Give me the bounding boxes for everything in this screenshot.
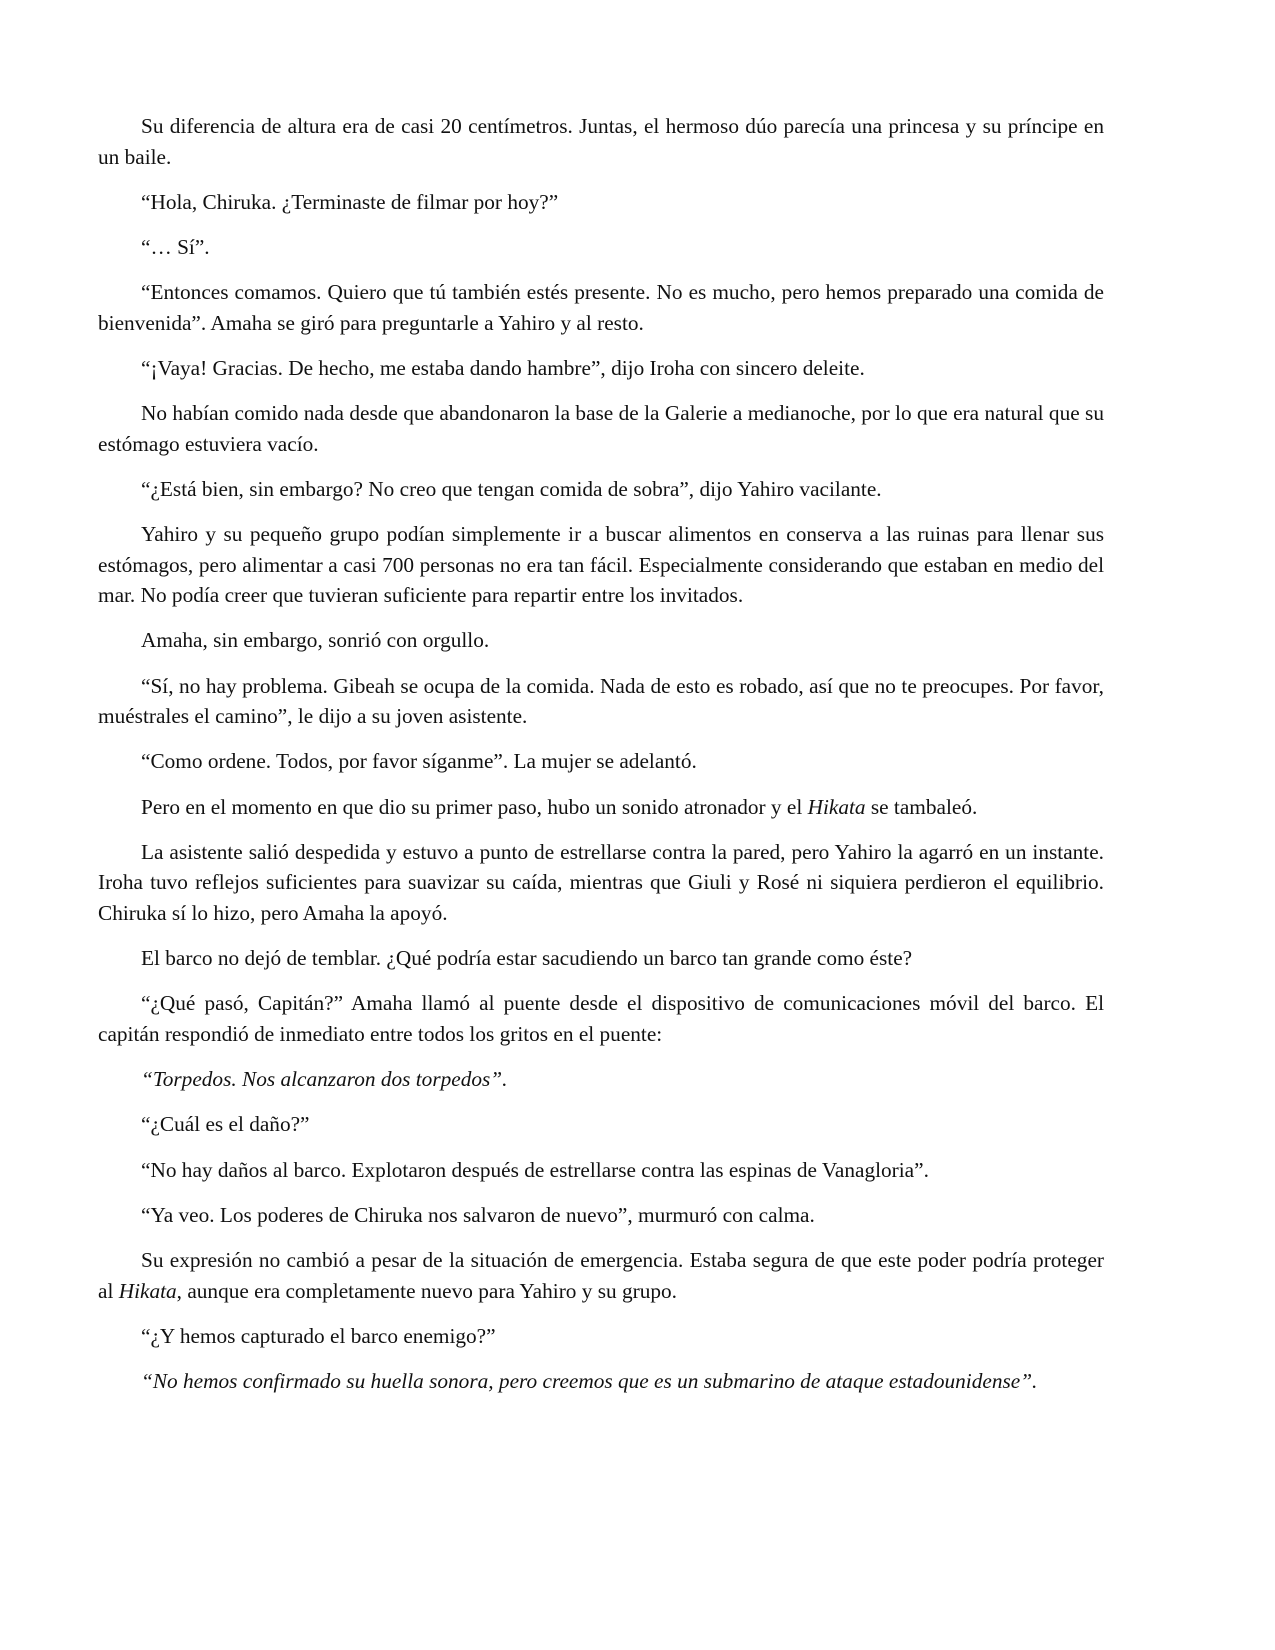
paragraph-10	[98, 671, 1104, 732]
text-run: se tambaleó.	[865, 794, 978, 819]
paragraph-22	[98, 1366, 1104, 1397]
paragraph-2	[98, 187, 1104, 218]
document-page	[98, 111, 1104, 1396]
paragraph-7	[98, 474, 1104, 505]
text-run: “Sí, no hay problema. Gibeah se ocupa de la comida. Nada de esto es robado, así que no te preocupes. Por favor, muéstrales el camino”, le dijo a su joven asistente.	[98, 673, 1104, 729]
radio-dialogue-italic: “Torpedos. Nos alcanzaron dos torpedos”.	[141, 1067, 508, 1092]
paragraph-13	[98, 837, 1104, 929]
paragraph-8	[98, 519, 1104, 611]
text-run: Su expresión no cambió a pesar de la situación de emergencia. Estaba segura de que este poder podría proteger al	[98, 1247, 1104, 1303]
paragraph-3	[98, 232, 1104, 263]
paragraph-4	[98, 277, 1104, 338]
paragraph-19	[98, 1200, 1104, 1231]
text-run: , aunque era completamente nuevo para Yahiro y su grupo.	[176, 1278, 678, 1303]
paragraph-5	[98, 353, 1104, 384]
text-run: “Como ordene. Todos, por favor síganme”. La mujer se adelantó.	[141, 749, 697, 774]
paragraph-14	[98, 943, 1104, 974]
text-run: “¿Está bien, sin embargo? No creo que tengan comida de sobra”, dijo Yahiro vacilante.	[141, 476, 882, 501]
text-run: “Entonces comamos. Quiero que tú también estés presente. No es mucho, pero hemos preparado una comida de bienvenida”. Amaha se giró para preguntarle a Yahiro y al resto.	[98, 280, 1104, 335]
text-run: “No hay daños al barco. Explotaron después de estrellarse contra las espinas de Vanagloria”.	[141, 1157, 929, 1182]
text-run: “¡Vaya! Gracias. De hecho, me estaba dando hambre”, dijo Iroha con sincero deleite.	[141, 355, 865, 380]
text-run: “Hola, Chiruka. ¿Terminaste de filmar por hoy?”	[141, 189, 559, 214]
ship-name-italic: Hikata	[118, 1278, 177, 1303]
text-run: “Ya veo. Los poderes de Chiruka nos salvaron de nuevo”, murmuró con calma.	[141, 1202, 815, 1227]
paragraph-12	[98, 792, 1104, 823]
paragraph-1	[98, 111, 1104, 172]
paragraph-18	[98, 1155, 1104, 1186]
radio-dialogue-italic: “No hemos confirmado su huella sonora, pero creemos que es un submarino de ataque estadounidense”.	[141, 1368, 1038, 1393]
text-run: El barco no dejó de temblar. ¿Qué podría estar sacudiendo un barco tan grande como éste?	[141, 946, 913, 971]
text-run: Pero en el momento en que dio su primer paso, hubo un sonido atronador y el	[141, 794, 808, 819]
paragraph-11	[98, 746, 1104, 777]
ship-name-italic: Hikata	[807, 794, 866, 819]
text-run: “¿Qué pasó, Capitán?” Amaha llamó al puente desde el dispositivo de comunicaciones móvil del barco. El capitán respondió de inmediato entre todos los gritos en el puente:	[98, 991, 1104, 1046]
text-run: “¿Cuál es el daño?”	[141, 1112, 310, 1137]
text-run: Yahiro y su pequeño grupo podían simplemente ir a buscar alimentos en conserva a las ruinas para llenar sus estómagos, pero alimentar a casi 700 personas no era tan fácil. Especialmente considerando que estaban en medio del mar. No podía creer que tuvieran suficiente para repartir entre los invitados.	[98, 522, 1104, 608]
paragraph-9	[98, 625, 1104, 656]
paragraph-17	[98, 1109, 1104, 1140]
text-run: Su diferencia de altura era de casi 20 centímetros. Juntas, el hermoso dúo parecía una princesa y su príncipe en un baile.	[98, 114, 1104, 169]
paragraph-15	[98, 988, 1104, 1049]
text-run: No habían comido nada desde que abandonaron la base de la Galerie a medianoche, por lo que era natural que su estómago estuviera vacío.	[98, 401, 1104, 456]
text-run: “… Sí”.	[141, 234, 210, 259]
paragraph-16	[98, 1064, 1104, 1095]
paragraph-21	[98, 1321, 1104, 1352]
text-run: Amaha, sin embargo, sonrió con orgullo.	[141, 628, 490, 653]
text-run: La asistente salió despedida y estuvo a punto de estrellarse contra la pared, pero Yahiro la agarró en un instante. Iroha tuvo reflejos suficientes para suavizar su caída, mientras que Giuli y Rosé ni siquiera perdieron el equilibrio. Chiruka sí lo hizo, pero Amaha la apoyó.	[98, 839, 1104, 925]
text-run: “¿Y hemos capturado el barco enemigo?”	[141, 1323, 496, 1348]
paragraph-6	[98, 398, 1104, 459]
paragraph-20	[98, 1245, 1104, 1306]
